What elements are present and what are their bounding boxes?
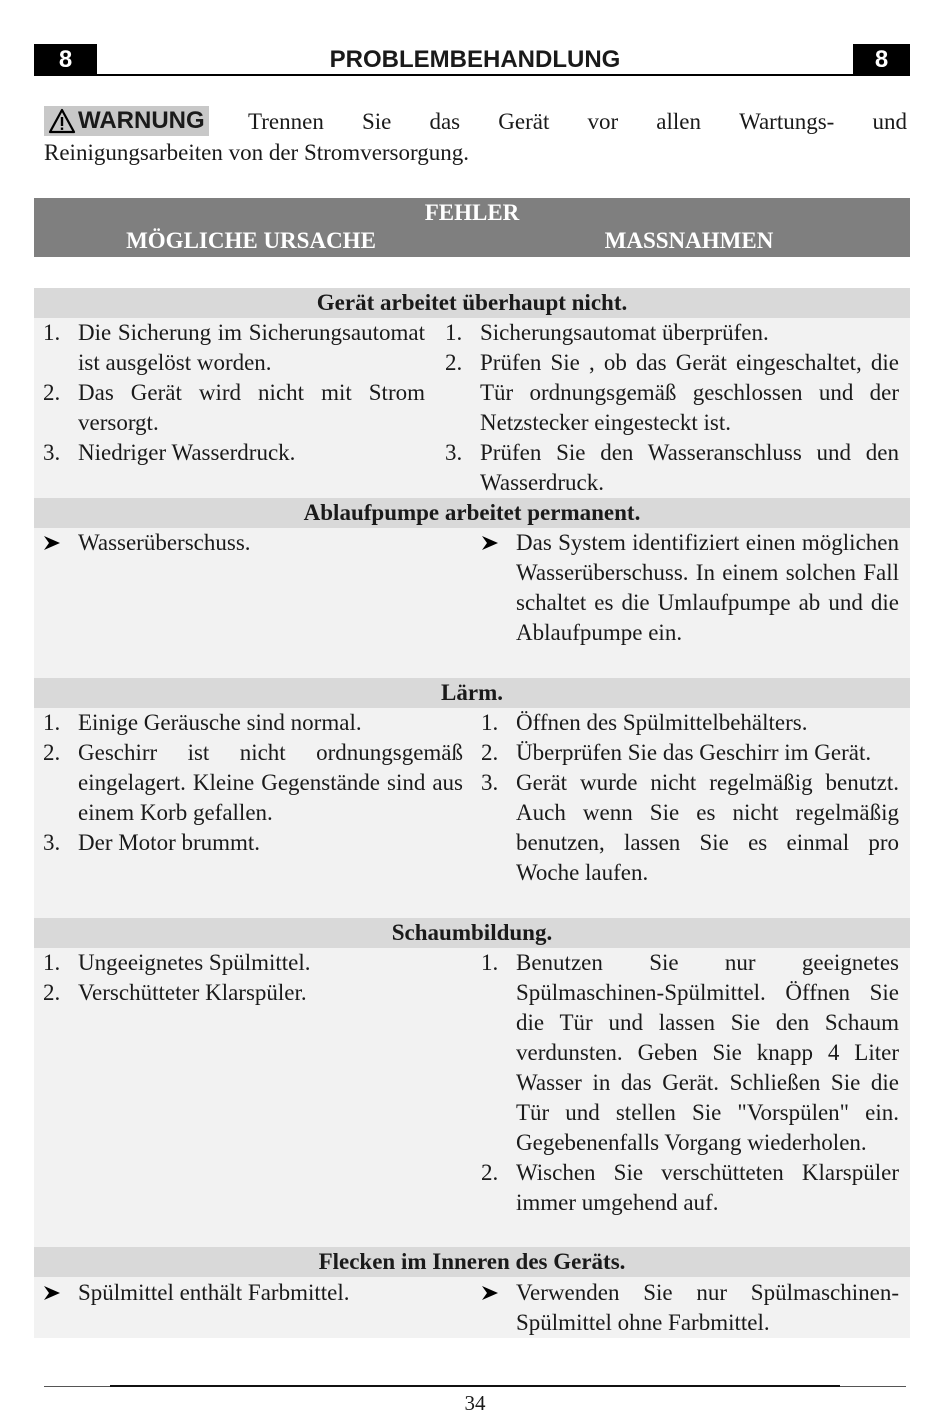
warning-word: Wartungs- [739,109,835,134]
warning-triangle-icon [48,108,76,134]
warning-word: vor [587,109,619,134]
cause-list [43,948,463,1008]
list-item: 2. Verschütteter Klarspüler. [43,980,307,1005]
header-divider [34,74,910,76]
measure-list [481,948,899,1218]
list-item: 3. Prüfen Sie den Wasseranschluss und den Wasserdruck. [445,440,899,495]
warning-word: das [429,109,461,134]
warning-word: Sie [361,109,392,134]
arrow-bullet-icon [481,1285,499,1301]
table-header [34,198,910,257]
list-item: 1. Einige Geräusche sind normal. [43,710,362,735]
arrow-bullet-icon [43,535,61,551]
section-title: Gerät arbeitet überhaupt nicht. [34,288,910,318]
list-item: 2. Geschirr ist nicht ordnungsgemäß eingelagert. Kleine Gegenstände sind aus einem Korb gefallen. [43,740,463,825]
list-item: 2. Das Gerät wird nicht mit Strom versorgt. [43,380,425,435]
arrow-bullet-icon [481,535,499,551]
list-item: Verwenden Sie nur Spülmaschinen-Spülmittel ohne Farbmittel. [481,1278,899,1338]
list-item: 1. Öffnen des Spülmittelbehälters. [481,710,808,735]
list-item: 1. Benutzen Sie nur geeignetes Spülmaschinen-Spülmittel. Öffnen Sie die Tür und lassen Sie den Schaum verdunsten. Geben Sie knapp 4 Liter Wasser in das Gerät. Schließen Sie die Tür und stellen Sie "Vorspülen" ein. Gegebenenfalls Vorgang wiederholen. [481,950,899,1155]
measure-list [481,1278,899,1338]
page-title: PROBLEMBEHANDLUNG [329,46,621,73]
warning-word: Gerät [498,109,550,134]
page-number: 34 [464,1391,486,1415]
section-title: Flecken im Inneren des Geräts. [34,1247,910,1277]
list-item: 2. Prüfen Sie , ob das Gerät eingeschaltet, die Tür ordnungsgemäß geschlossen und der Netzstecker eingesteckt ist. [445,350,899,435]
cause-list [43,318,425,468]
section-title: Ablaufpumpe arbeitet permanent. [34,498,910,528]
list-item: 3. Niedriger Wasserdruck. [43,440,296,465]
warning-text-line-1 [248,107,907,137]
header-cause: MÖGLICHE URSACHE [126,228,376,253]
warning-label: WARNUNG [78,107,205,134]
troubleshooting-table [34,288,910,1338]
warning-word: Trennen [248,109,324,134]
chapter-number-right: 8 [853,44,910,75]
section-title: Lärm. [34,678,910,708]
cause-list [43,1278,463,1308]
list-item: 1. Die Sicherung im Sicherungsautomat ist ausgelöst worden. [43,320,425,375]
measure-list [445,318,899,498]
list-item: 2. Überprüfen Sie das Geschirr im Gerät. [481,740,872,765]
chapter-number-left: 8 [34,44,97,75]
arrow-bullet-icon [43,1285,61,1301]
header-fault: FEHLER [424,200,520,225]
list-item: 2. Wischen Sie verschütteten Klarspüler immer umgehend auf. [481,1160,899,1215]
measure-list [481,528,899,648]
warning-word: allen [656,109,701,134]
footer-divider-accent [110,1385,840,1387]
list-item: 1. Sicherungsautomat überprüfen. [445,320,769,345]
list-item: 3. Der Motor brummt. [43,830,261,855]
list-item: 3. Gerät wurde nicht regelmäßig benutzt. Auch wenn Sie es nicht regelmäßig benutzen, lassen Sie es einmal pro Woche laufen. [481,770,899,885]
warning-text-line-2: Reinigungsarbeiten von der Stromversorgung. [44,140,470,165]
warning-word: und [872,109,907,134]
section-title: Schaumbildung. [34,918,910,948]
warning-badge [44,106,209,136]
header-measures: MASSNAHMEN [604,228,774,253]
list-item: Wasserüberschuss. [43,528,463,558]
measure-list [481,708,899,888]
cause-list [43,528,463,558]
list-item: Spülmittel enthält Farbmittel. [43,1278,463,1308]
list-item: 1. Ungeeignetes Spülmittel. [43,950,311,975]
cause-list [43,708,463,858]
list-item: Das System identifiziert einen möglichen Wasserüberschuss. In einem solchen Fall schaltet es die Umlaufpumpe ab und die Ablaufpumpe ein. [481,528,899,648]
